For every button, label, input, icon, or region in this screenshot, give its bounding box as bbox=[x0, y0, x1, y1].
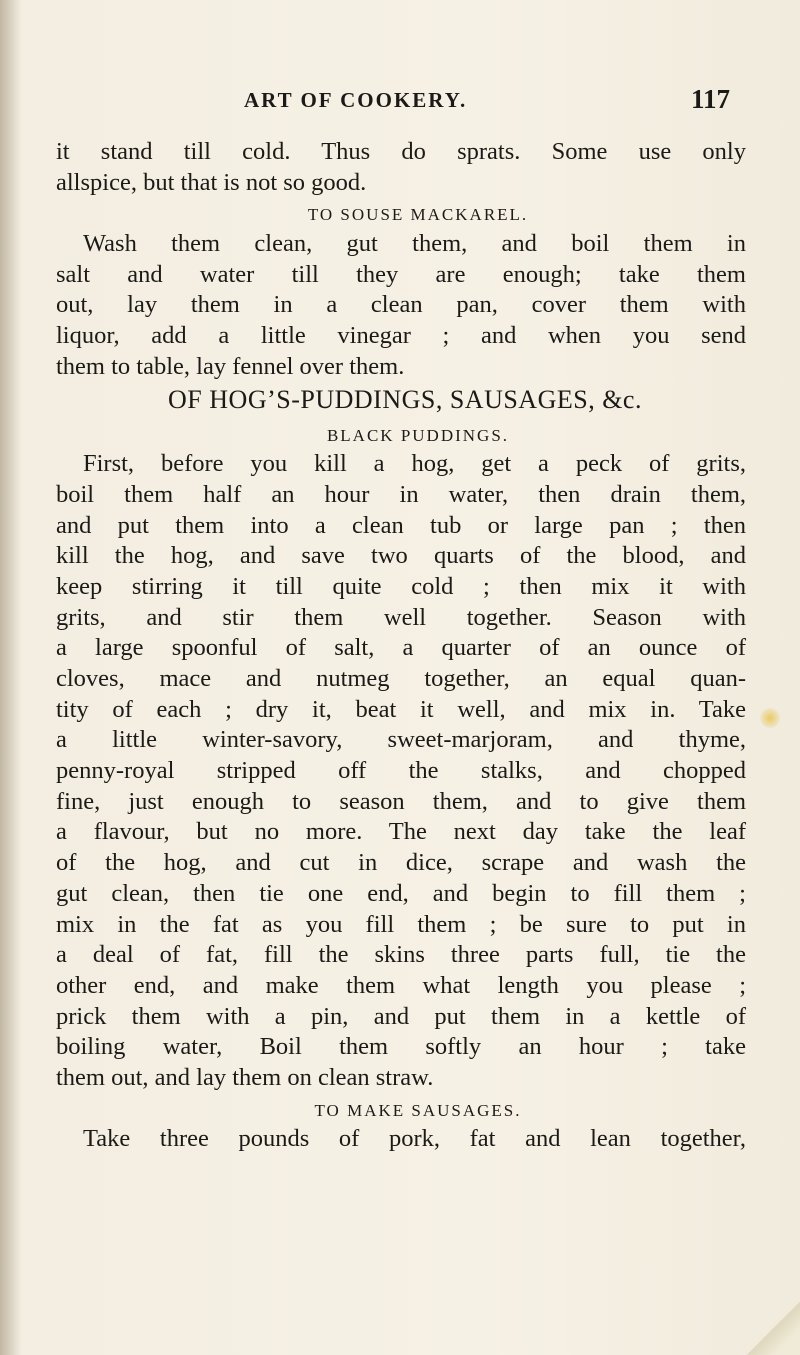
text-line: a flavour, but no more. The next day take the leaf bbox=[56, 818, 746, 846]
text-line: other end, and make them what length you please ; bbox=[56, 971, 746, 999]
running-title: ART OF COOKERY. bbox=[244, 88, 468, 112]
text-line: allspice, but that is not so good. bbox=[56, 168, 367, 196]
text-line: and put them into a clean tub or large pan ; then bbox=[56, 511, 746, 539]
text-line: out, lay them in a clean pan, cover them with bbox=[56, 291, 746, 319]
text-line: Wash them clean, gut them, and boil them in bbox=[83, 230, 746, 258]
chapter-heading: OF HOG’S-PUDDINGS, SAUSAGES, &c. bbox=[168, 384, 642, 414]
text-line: First, before you kill a hog, get a peck of grits, bbox=[83, 450, 746, 478]
text-line: them out, and lay them on clean straw. bbox=[56, 1063, 434, 1091]
page-corner-curl bbox=[740, 1295, 800, 1355]
section-heading-black-puddings: BLACK PUDDINGS. bbox=[326, 425, 510, 445]
text-line: penny-royal stripped off the stalks, and chopped bbox=[56, 757, 746, 785]
text-line: salt and water till they are enough; take them bbox=[56, 260, 746, 288]
section-heading-souse-mackarel: TO SOUSE MACKAREL. bbox=[307, 205, 529, 225]
text-line: of the hog, and cut in dice, scrape and wash the bbox=[56, 849, 746, 877]
text-line: a large spoonful of salt, a quarter of an ounce of bbox=[56, 634, 746, 662]
running-header bbox=[0, 84, 800, 128]
text-line: it stand till cold. Thus do sprats. Some use only bbox=[56, 138, 746, 165]
page-text bbox=[56, 137, 746, 1155]
text-line: cloves, mace and nutmeg together, an equal quan- bbox=[56, 665, 746, 692]
text-line: fine, just enough to season them, and to give them bbox=[56, 787, 746, 815]
text-line: them to table, lay fennel over them. bbox=[56, 352, 405, 380]
text-line: a deal of fat, fill the skins three parts full, tie the bbox=[56, 941, 746, 969]
text-line: grits, and stir them well together. Season with bbox=[56, 603, 746, 631]
text-line: keep stirring it till quite cold ; then mix it with bbox=[56, 572, 746, 600]
text-line: liquor, add a little vinegar ; and when you send bbox=[56, 322, 746, 350]
text-line: boil them half an hour in water, then drain them, bbox=[56, 480, 746, 508]
page-number: 117 bbox=[691, 84, 731, 114]
text-line: kill the hog, and save two quarts of the blood, and bbox=[56, 542, 746, 570]
text-line: Take three pounds of pork, fat and lean together, bbox=[83, 1125, 746, 1153]
section-heading-make-sausages: TO MAKE SAUSAGES. bbox=[314, 1100, 522, 1120]
text-line: gut clean, then tie one end, and begin to fill them ; bbox=[56, 879, 746, 907]
text-line: prick them with a pin, and put them in a kettle of bbox=[56, 1002, 746, 1030]
text-line: mix in the fat as you fill them ; be sure to put in bbox=[56, 910, 746, 938]
text-line: boiling water, Boil them softly an hour ; take bbox=[56, 1033, 746, 1061]
text-line: tity of each ; dry it, beat it well, and mix in. Take bbox=[56, 695, 746, 723]
paper-stain bbox=[760, 708, 780, 728]
text-line: a little winter-savory, sweet-marjoram, and thyme, bbox=[56, 726, 746, 754]
gutter-shadow bbox=[0, 0, 22, 1355]
